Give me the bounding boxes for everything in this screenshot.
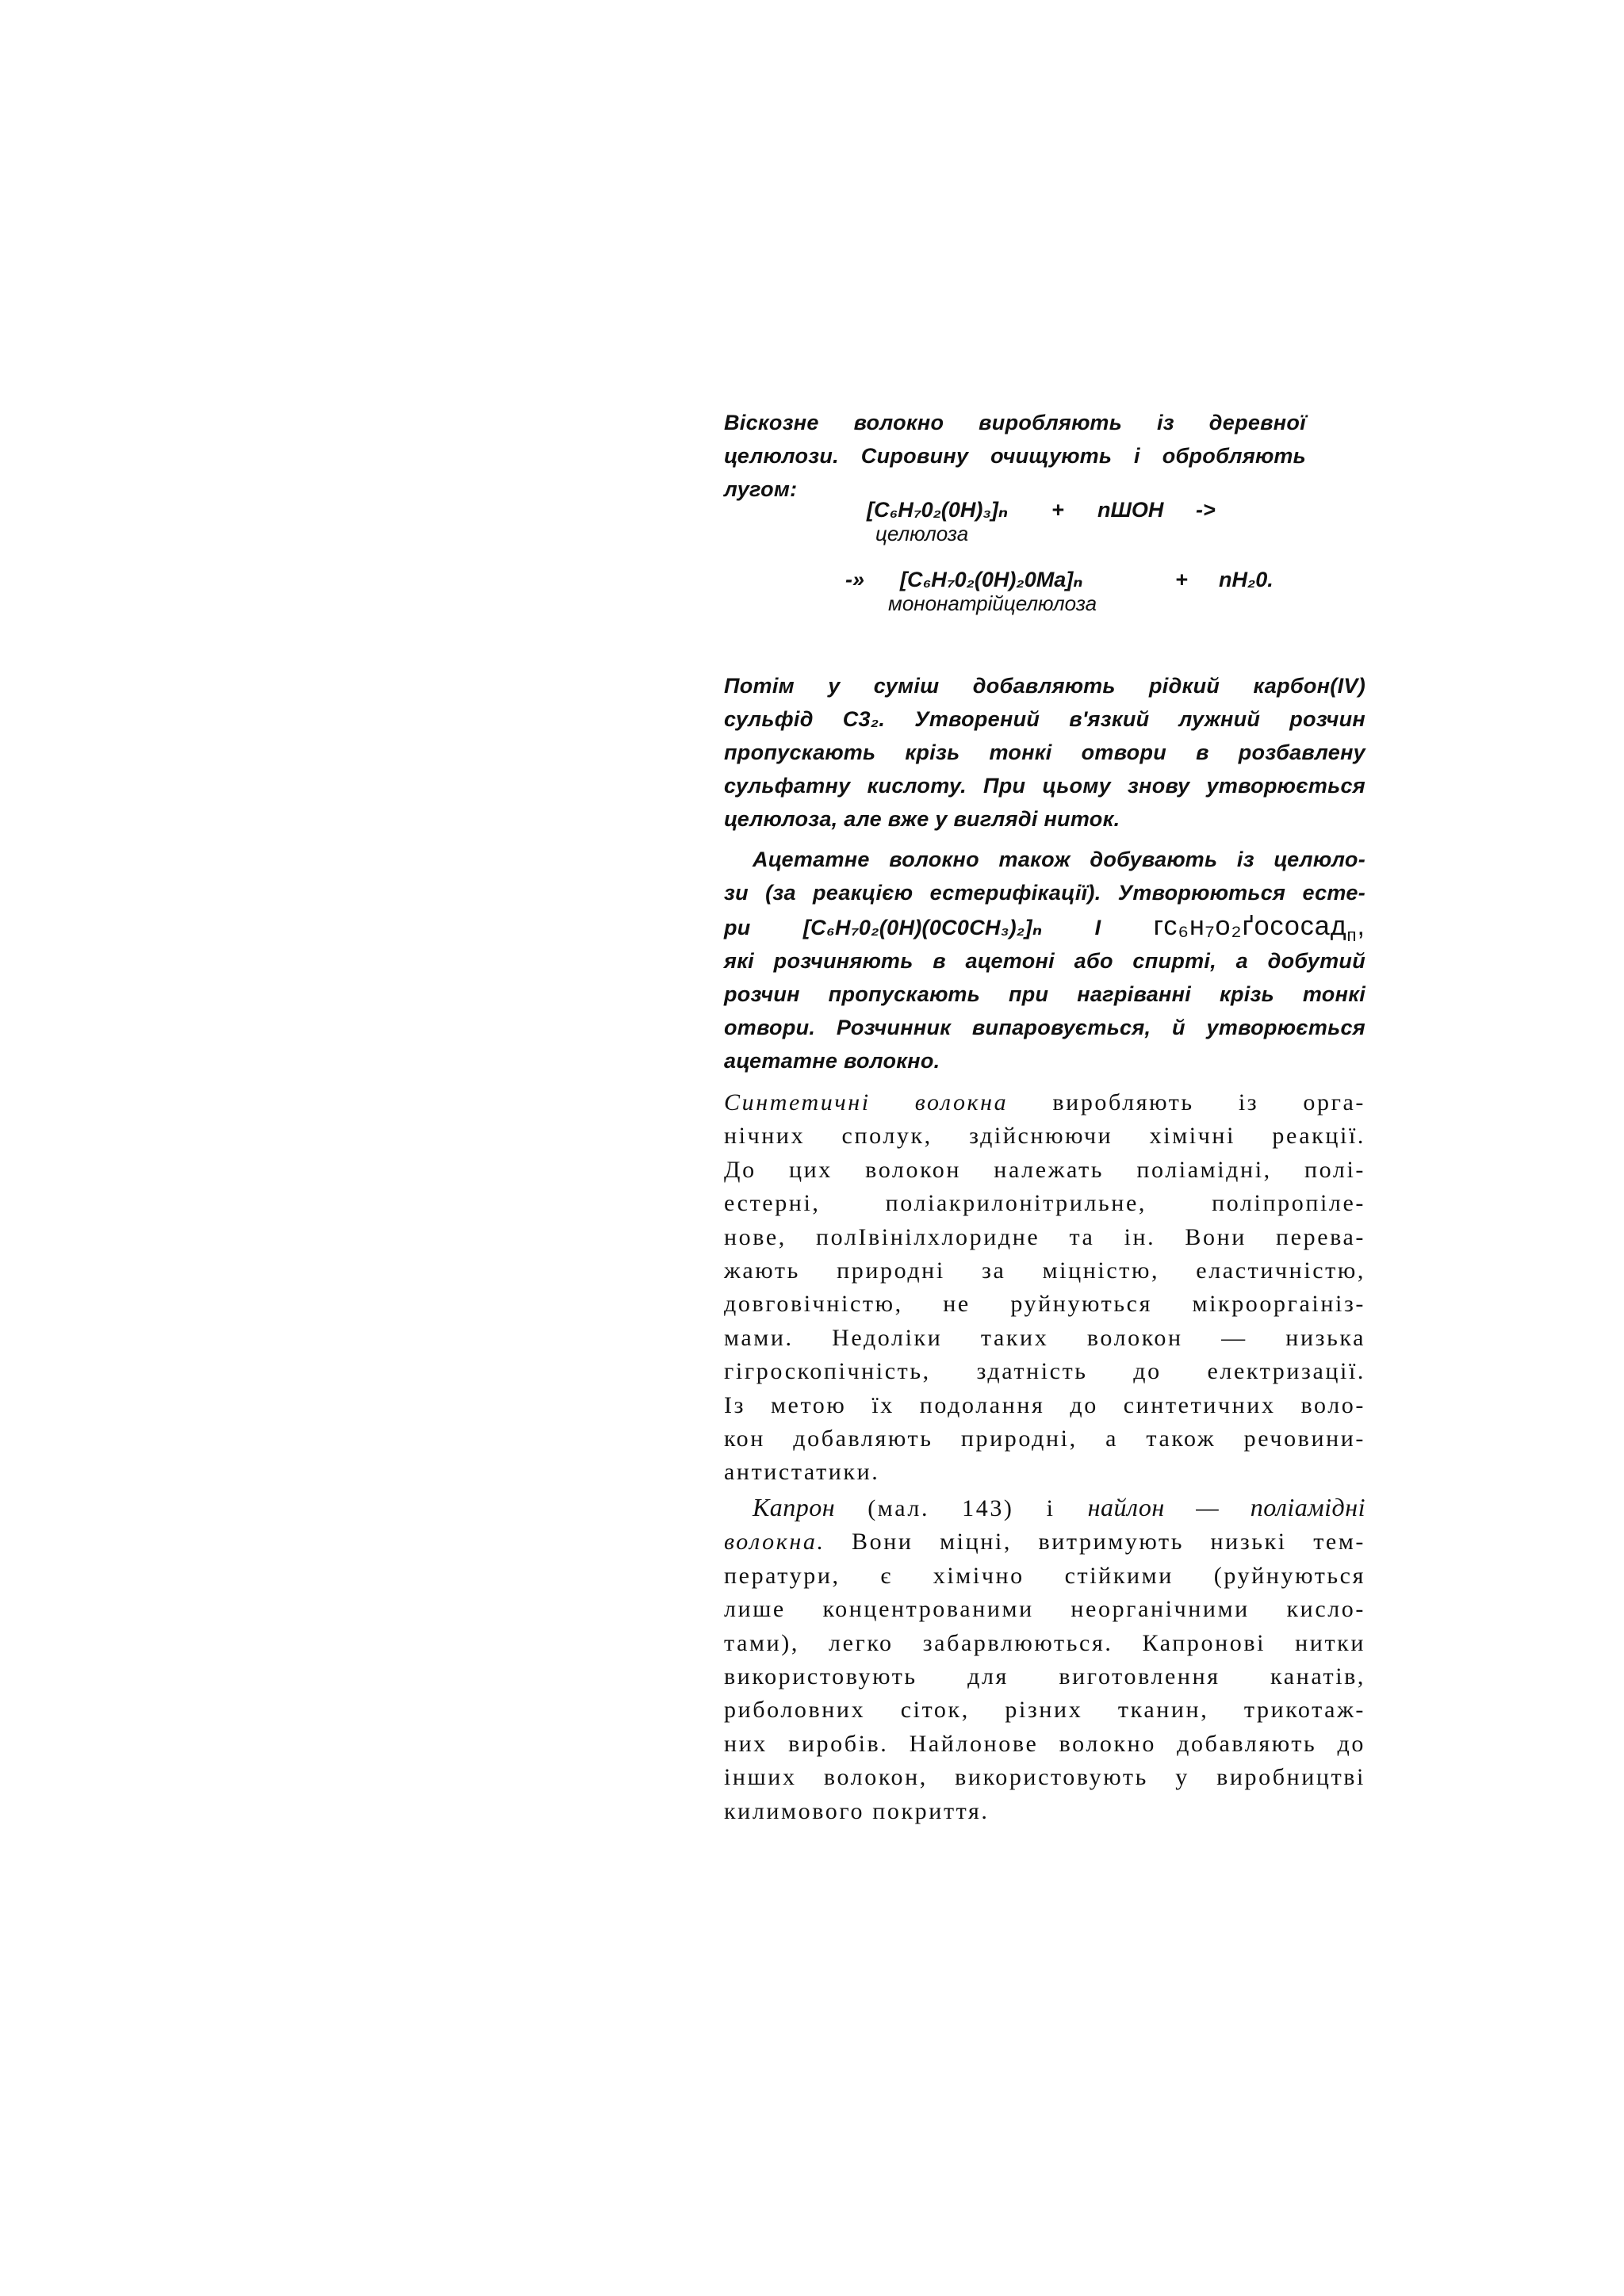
- text-line: довговічністю, не руйнуються мікрооргаініз-: [724, 1291, 1365, 1318]
- term-nylon: найлон — поліамідні: [1087, 1493, 1366, 1521]
- text-fragment: ри: [724, 916, 751, 939]
- carbon-disulfide-paragraph: [724, 669, 1365, 836]
- product-formula: [C₆H₇0₂(0H)₂0Ma]ₙ: [900, 568, 1083, 591]
- text-line: інших волокон, використовують у виробництві: [724, 1764, 1365, 1791]
- text-line: килимового покриття.: [724, 1797, 990, 1824]
- cellulose-label: целюлоза: [875, 522, 969, 545]
- text-line: Ацетатне волокно також добувають із целюло-: [753, 848, 1365, 871]
- text-line: антистатики.: [724, 1459, 880, 1486]
- text-line: Потім у суміш добавляють рідкий карбон(IV): [724, 674, 1365, 698]
- text-line: них виробів. Найлонове волокно добавляють до: [724, 1730, 1365, 1757]
- text-line: сульфід C3₂. Утворений в'язкий лужний розчин: [724, 707, 1365, 731]
- text-line: мами. Недоліки таких волокон — низька: [724, 1324, 1365, 1351]
- ester-formula-2: гс₆н₇о₂ґососад$_п$,: [1153, 911, 1365, 945]
- text-line: До цих волокон належать поліамідні, полі-: [724, 1156, 1365, 1183]
- text-line: Капрон (мал. 143) і найлон — поліамідні: [753, 1493, 1366, 1521]
- reagent-formula: nШOH: [1097, 498, 1164, 522]
- text-line: ператури, є хімічно стійкими (руйнуються: [724, 1562, 1365, 1589]
- ester-formula-1: [C₆H₇0₂(0H)(0C0CH₃)₂]ₙ: [802, 916, 1043, 939]
- text-line: гігроскопічність, здатність до електризації.: [724, 1358, 1365, 1385]
- text-line: целюлози. Сировину очищують і обробляють: [724, 444, 1306, 468]
- text-line: Із метою їх подолання до синтетичних воло-: [724, 1391, 1365, 1418]
- text-line: нічних сполук, здійснюючи хімічні реакції.: [724, 1123, 1365, 1150]
- text-line: целюлоза, але вже у вигляді ниток.: [724, 807, 1120, 831]
- synthetic-fibers-paragraph: [724, 1086, 1365, 1490]
- text-line: отвори. Розчинник випаровується, й утворюється: [724, 1016, 1365, 1039]
- text-line: Синтетичні волокна виробляють із орга-: [724, 1089, 1365, 1115]
- water-formula: nH₂0.: [1219, 568, 1274, 591]
- plus-sign: +: [1175, 568, 1188, 591]
- text-line: естерні, поліакрилонітрильне, поліпропіле-: [724, 1190, 1365, 1217]
- kapron-paragraph: [724, 1490, 1365, 1828]
- term-fibers: волокна.: [724, 1529, 825, 1556]
- text-line: зи (за реакцією естерифікації). Утворюються есте-: [724, 881, 1365, 905]
- text-line: лугом:: [724, 477, 798, 501]
- text-line: розчин пропускають при нагріванні крізь тонкі: [724, 982, 1365, 1006]
- plus-sign: +: [1051, 498, 1064, 522]
- text-line: використовують для виготовлення канатів,: [724, 1663, 1365, 1690]
- text-line: риболовних сіток, різних тканин, трикотаж-: [724, 1697, 1365, 1724]
- text-line: сульфатну кислоту. При цьому знову утворюється: [724, 774, 1365, 798]
- text-line: лише концентрованими неорганічними кисло-: [724, 1596, 1365, 1623]
- conjunction: I: [1094, 916, 1101, 939]
- text-line: жають природні за міцністю, еластичністю,: [724, 1257, 1365, 1284]
- acetate-paragraph: [724, 843, 1365, 1077]
- term-synthetic: Синтетичні волокна: [724, 1089, 1009, 1115]
- cellulose-formula: [C₆H₇0₂(0H)₃]ₙ: [867, 498, 1009, 522]
- text-line: нове, полІвінілхлоридне та ін. Вони перева-: [724, 1223, 1365, 1250]
- text-line: тами), легко забарвлюються. Капронові нитки: [724, 1629, 1365, 1656]
- viscose-paragraph: [724, 406, 1306, 506]
- text-line: Віскозне волокно виробляють із деревної: [724, 411, 1306, 434]
- text-line: пропускають крізь тонкі отвори в розбавлену: [724, 740, 1365, 764]
- text-line: які розчиняють в ацетоні або спирті, а добутий: [724, 949, 1365, 973]
- term-kapron: Капрон: [753, 1493, 836, 1521]
- product-label: мононатрійцелюлоза: [888, 591, 1097, 615]
- text-line: кон добавляють природні, а також речовини-: [724, 1425, 1365, 1452]
- reaction-arrow: ->: [1196, 498, 1216, 522]
- text-line: волокна. Вони міцні, витримують низькі тем-: [724, 1529, 1365, 1556]
- reaction-arrow: -»: [845, 568, 865, 591]
- text-line: ацетатне волокно.: [724, 1049, 940, 1073]
- ester-line: [724, 909, 1365, 944]
